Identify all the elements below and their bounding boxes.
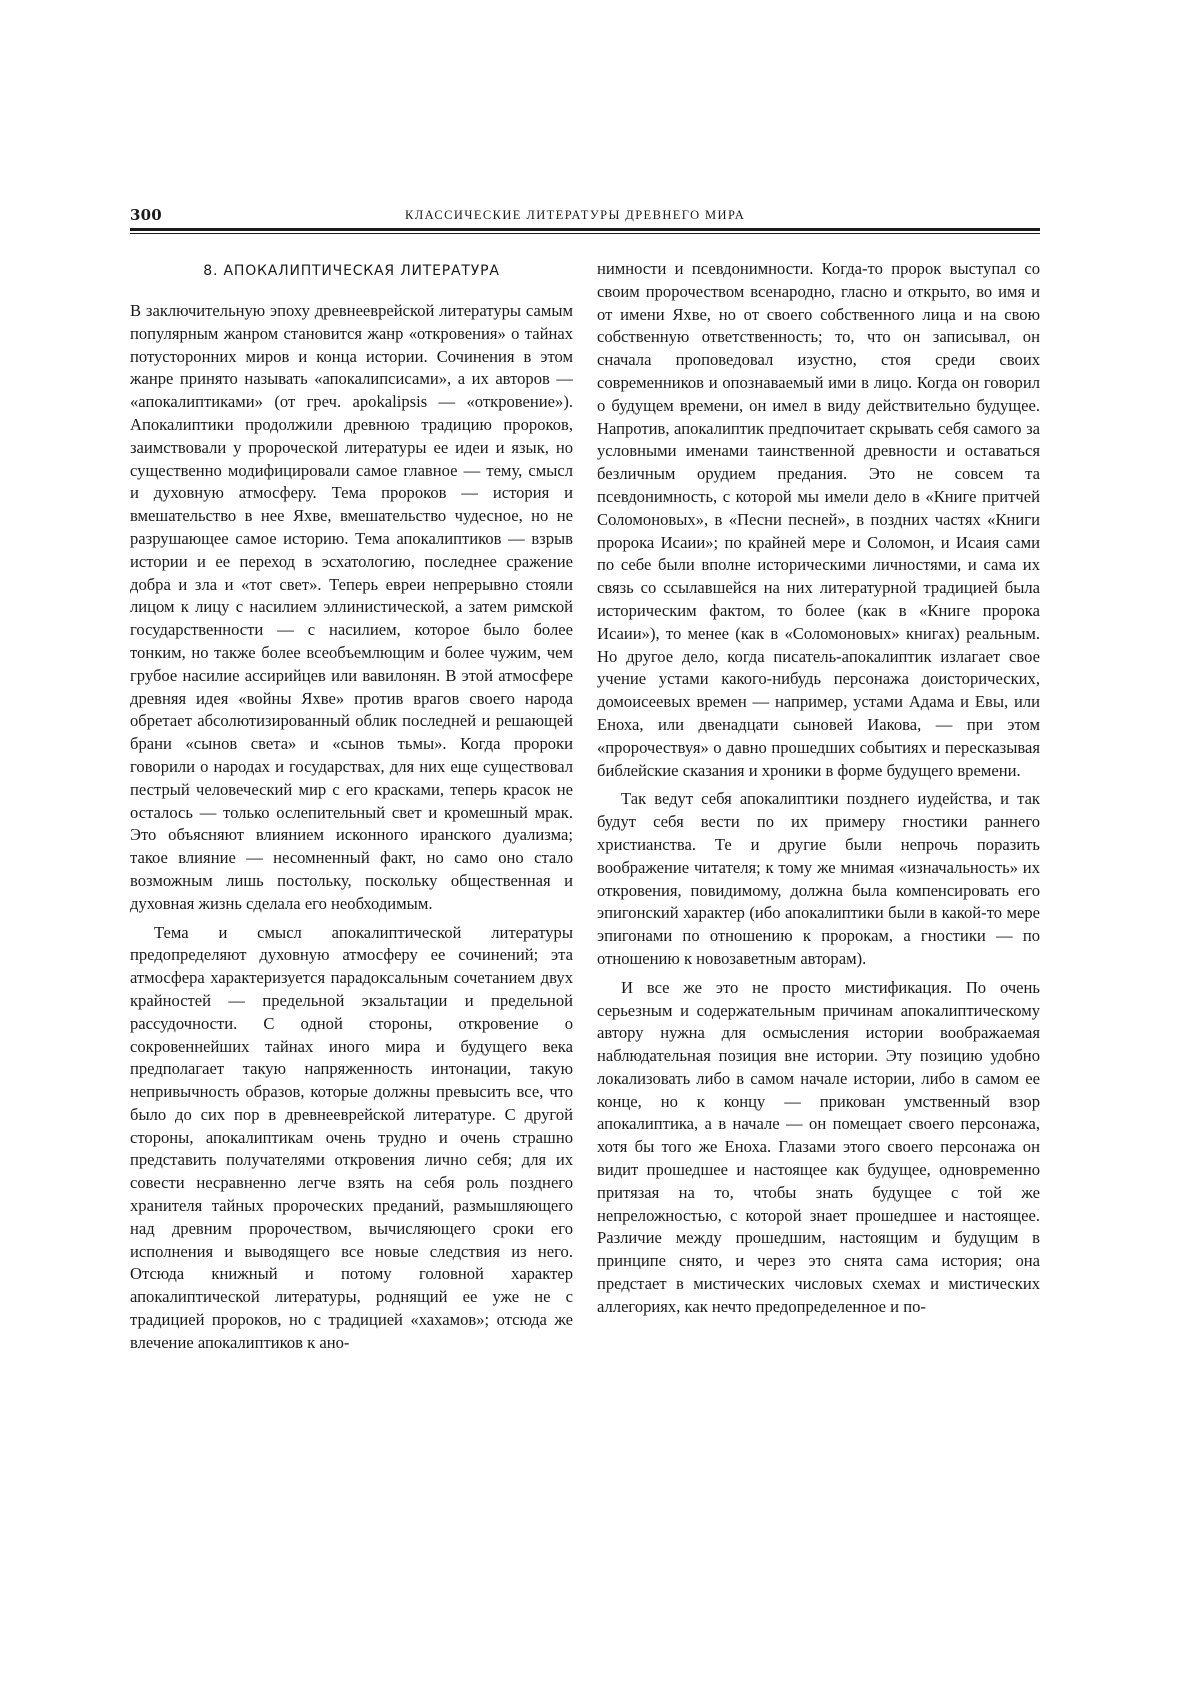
running-title: КЛАССИЧЕСКИЕ ЛИТЕРАТУРЫ ДРЕВНЕГО МИРА [405,208,746,222]
paragraph: И все же это не просто мистификация. По очень серьезным и содержательным причинам апокалиптическому автору нужна для осмысления истории воображаемая наблюдательная позиция вне истории. Эту позицию удобно локализовать либо в самом начале истории, либо в самом ее конце, но к концу — прикован умственный взор апокалиптика, а в начале — он помещает своего персонажа, хотя бы того же Еноха. Глазами этого своего персонажа он видит прошедшее и настоящее как будущее, одновременно притязая на то, чтобы знать будущее с той же непреложностью, с которой знает прошедшее и настоящее. Различие между прошедшим, настоящим и будущим в принципе снято, и через это снята сама история; она предстает в мистических числовых схемах и мистических аллегориях, как нечто предопределенное и по- [597,977,1040,1316]
paragraph: В заключительную эпоху древнееврейской литературы самым популярным жанром становится жанр «откровения» о тайнах потусторонних миров и конца истории. Сочинения в этом жанре принято называть «апокалипсисами», а их авторов — «апокалиптиками» (от греч. apokalipsis — «откровение»). Апокалиптики продолжили древнюю традицию пророков, заимствовали у пророческой литературы ее идеи и язык, но существенно модифицировали самое главное — тему, смысл и духовную атмосферу. Тема пророков — история и вмешательство в нее Яхве, вмешательство чудесное, но не разрушающее самое историю. Тема апокалиптиков — взрыв истории и ее переход в эсхатологию, последнее сражение добра и зла и «тот свет». Теперь евреи непрерывно стояли лицом к лицу с насилием эллинистической, а затем римской государственности — с насилием, которое было более тонким, но также более всеобъемлющим и более чужим, чем грубое насилие ассирийцев или вавилонян. В этой атмосфере древняя идея «войны Яхве» против врагов своего народа обретает абсолютизированный облик последней и решающей брани «сынов света» и «сынов тьмы». Когда пророки говорили о народах и государствах, для них еще существовал пестрый человеческий мир с его красками, теперь красок не осталось — только ослепительный свет и кромешный мрак. Это объясняют влиянием исконного иранского дуализма; такое влияние — несомненный факт, но само оно стало возможным лишь постольку, поскольку общественная и духовная жизнь сделала его необходимым. [130,301,573,913]
paragraph: Тема и смысл апокалиптической литературы предопределяют духовную атмосферу ее сочинений; эта атмосфера характеризуется парадоксальным сочетанием двух крайностей — предельной экзальтации и предельной рассудочности. С одной стороны, откровение о сокровеннейших тайнах иного мира и будущего века предполагает такую напряженность интонации, такую непривычность образов, которые должны превысить все, что было до сих пор в древнееврейской литературе. С другой стороны, апокалиптикам очень трудно и очень страшно представить получателями откровения лично себя; для их совести несравненно легче взять на себя роль позднего хранителя тайных пророческих преданий, размышляющего над древним пророчеством, вычисляющего сроки его исполнения и выводящего все новые следствия из него. Отсюда книжный и потому головной характер апокалиптической литературы, роднящий ее уже не с традицией пророков, но с традицией «хахамов»; отсюда же влечение апокалиптиков к ано- [130,922,573,1352]
left-column [130,258,573,1558]
right-column [597,258,1040,1558]
page-number: 300 [130,206,162,224]
header-rule-thin [130,233,1040,234]
paragraph: нимности и псевдонимности. Когда-то пророк выступал со своим пророчеством всенародно, гласно и открыто, во имя и от имени Яхве, но от своего собственного лица и на свою собственную ответственность; то, что он записывал, он сначала проповедовал изустно, стоя среди своих современников и опознаваемый ими в лицо. Когда он говорил о будущем времени, он имел в виду действительно будущее. Напротив, апокалиптик предпочитает скрывать себя самого за условными именами таинственной древности и оставаться безличным орудием предания. Это не совсем та псевдонимность, с которой мы имели дело в «Книге притчей Соломоновых», в «Песни песней», в поздних частях «Книги пророка Исаии»; по крайней мере и Соломон, и Исаия сами по себе были вполне историческими личностями, и сама их связь со ссылавшейся на них литературной традицией была историческим фактом, то более (как в «Книге пророка Исаии»), то менее (как в «Соломоновых» книгах) реальным. Но другое дело, когда писатель-апокалиптик излагает свое учение устами какого-нибудь персонажа доисторических, домоисеевых времен — например, устами Адама и Евы, или Еноха, или двенадцати сыновей Иакова, — при этом «пророчествуя» о давно прошедших событиях и пересказывая библейские сказания и хроники в форме будущего времени. [597,259,1040,780]
running-head [130,206,1040,228]
paragraph: Так ведут себя апокалиптики позднего иудейства, и так будут себя вести по их примеру гностики раннего христианства. Те и другие были непрочь поразить воображение читателя; к тому же мнимая «изначальность» их откровения, повидимому, должна была компенсировать его эпигонский характер (ибо апокалиптики были в какой-то мере эпигонами по отношению к пророкам, а гностики — по отношению к новозаветным авторам). [597,789,1040,968]
header-rule-thick [130,228,1040,231]
section-heading: 8. АПОКАЛИПТИЧЕСКАЯ ЛИТЕРАТУРА [203,263,500,279]
